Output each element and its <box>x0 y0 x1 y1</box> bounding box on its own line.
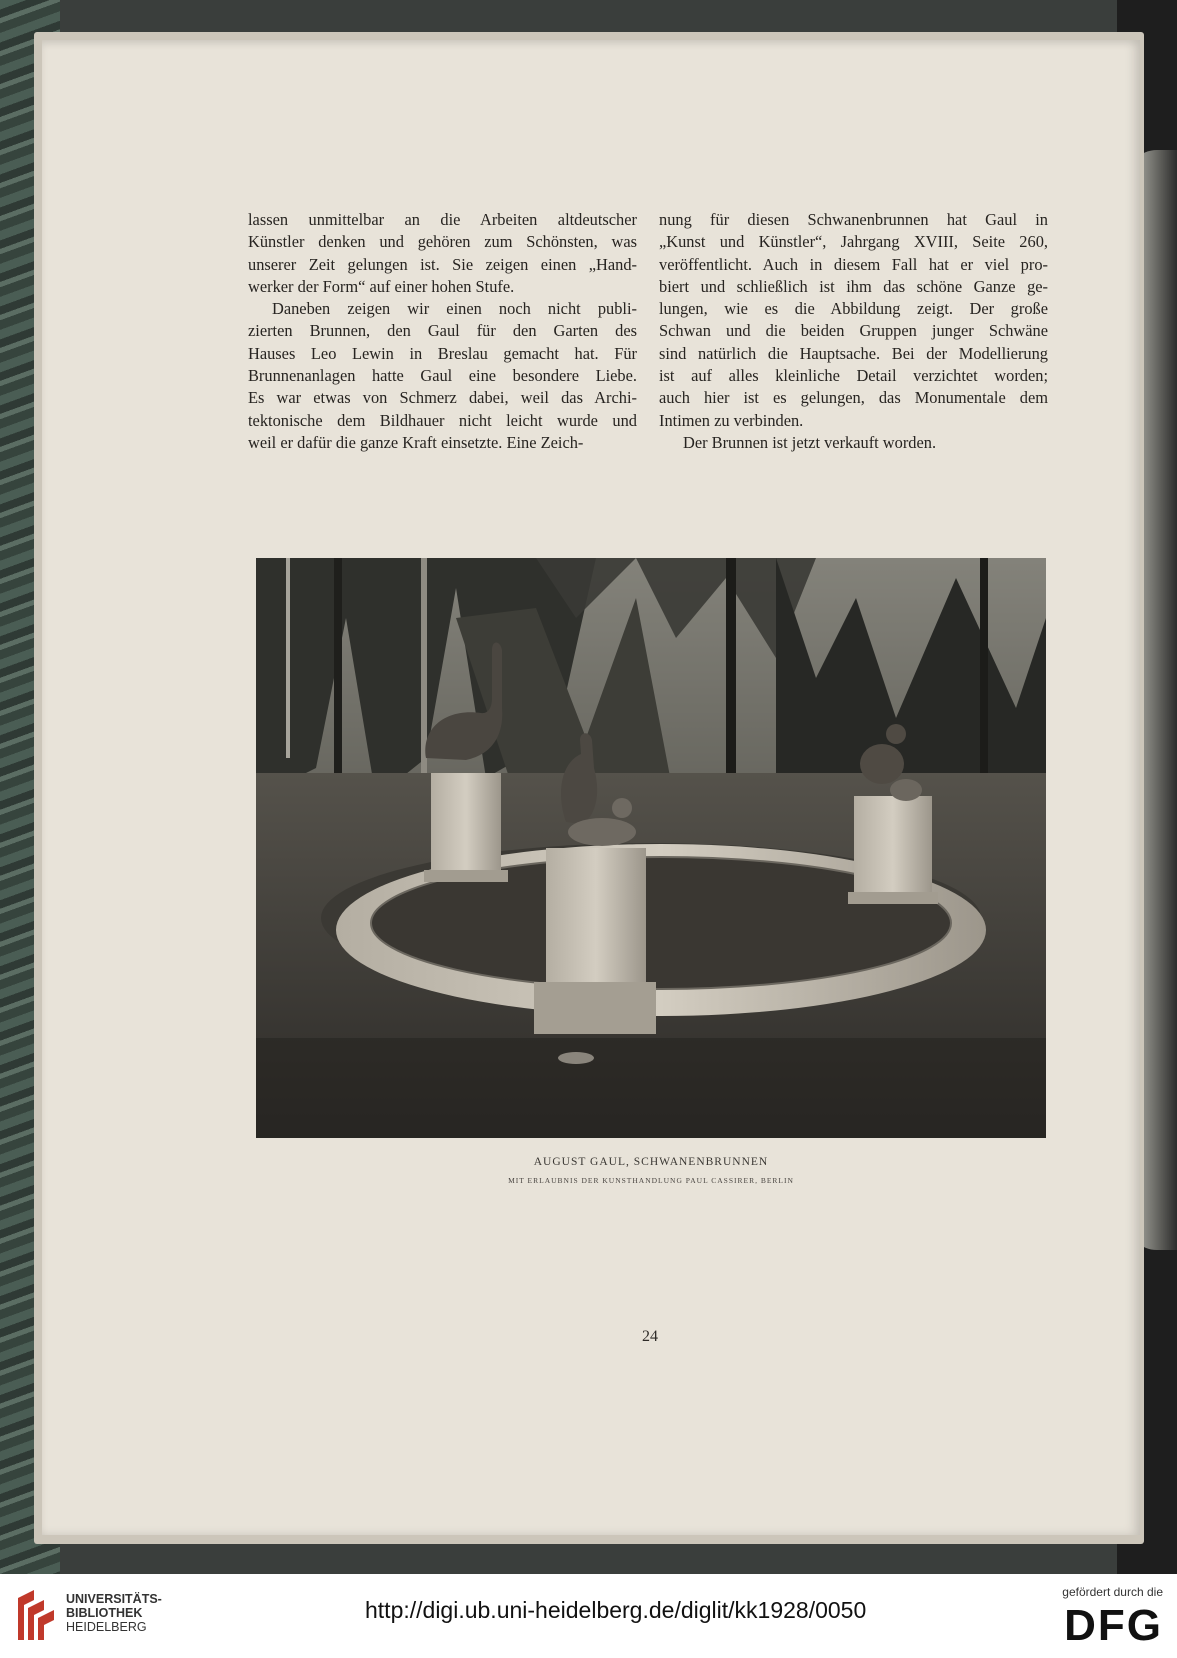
funding-note: gefördert durch die <box>1062 1585 1163 1599</box>
text-line: lungen, wie es die Abbildung zeigt. Der große <box>659 299 1048 319</box>
fountain-photograph <box>256 558 1046 1138</box>
text-line: lassen unmittelbar an die Arbeiten altdeutscher <box>248 210 637 229</box>
text-line: Künstler denken und gehören zum Schönsten, was <box>248 232 637 252</box>
university-library-logo-icon <box>14 1588 60 1644</box>
library-name-line: BIBLIOTHEK <box>66 1606 143 1620</box>
figure-caption: AUGUST GAUL, SCHWANENBRUNNEN <box>533 1156 769 1168</box>
text-line: Intimen zu verbinden. <box>659 410 804 430</box>
page-number: 24 <box>642 1328 658 1345</box>
text-column-right <box>659 209 1048 454</box>
permalink-url[interactable]: http://digi.ub.uni-heidelberg.de/diglit/kk1928/0050 <box>365 1597 867 1623</box>
viewer-footer <box>0 1574 1177 1658</box>
text-line: nung für diesen Schwanenbrunnen hat Gaul in <box>659 210 1048 229</box>
text-line: werker der Form“ auf einer hohen Stufe. <box>248 276 515 296</box>
library-name-line: UNIVERSITÄTS- <box>66 1592 162 1606</box>
text-line: Schwan und die beiden Gruppen junger Schwäne <box>659 321 1048 341</box>
text-line: veröffentlicht. Auch in diesem Fall hat er viel pro- <box>659 254 1048 274</box>
text-column-left <box>248 209 637 454</box>
text-line: unserer Zeit gelungen ist. Sie zeigen einen „Hand- <box>248 254 637 274</box>
text-line: Daneben zeigen wir einen noch nicht publi- <box>272 299 637 319</box>
figure-credit: MIT ERLAUBNIS DER KUNSTHANDLUNG PAUL CASSIRER, BERLIN <box>508 1176 794 1185</box>
text-line: Es war etwas von Schmerz dabei, weil das Archi- <box>248 388 637 408</box>
text-line: Der Brunnen ist jetzt verkauft worden. <box>683 432 937 452</box>
text-line: Hauses Leo Lewin in Breslau gemacht hat. Für <box>248 343 637 363</box>
text-line: auch hier ist es gelungen, das Monumentale dem <box>659 388 1048 408</box>
text-line: tektonische dem Bildhauer nicht leicht wurde und <box>248 410 637 430</box>
text-line: Brunnenanlagen hatte Gaul eine besondere Liebe. <box>248 366 637 386</box>
library-name-line: HEIDELBERG <box>66 1620 147 1634</box>
text-line: biert und schließlich ist ihm das schöne Ganze ge- <box>659 276 1048 296</box>
text-line: weil er dafür die ganze Kraft einsetzte. Eine Zeich- <box>248 432 584 452</box>
text-line: zierten Brunnen, den Gaul für den Garten des <box>248 321 637 341</box>
text-line: sind natürlich die Hauptsache. Bei der Modellierung <box>659 343 1048 363</box>
text-line: „Kunst und Künstler“, Jahrgang XVIII, Seite 260, <box>659 232 1048 252</box>
text-line: ist auf alles kleinliche Detail verzichtet worden; <box>659 366 1048 386</box>
dfg-logo: DFG <box>1064 1601 1163 1650</box>
library-name <box>66 1592 162 1634</box>
